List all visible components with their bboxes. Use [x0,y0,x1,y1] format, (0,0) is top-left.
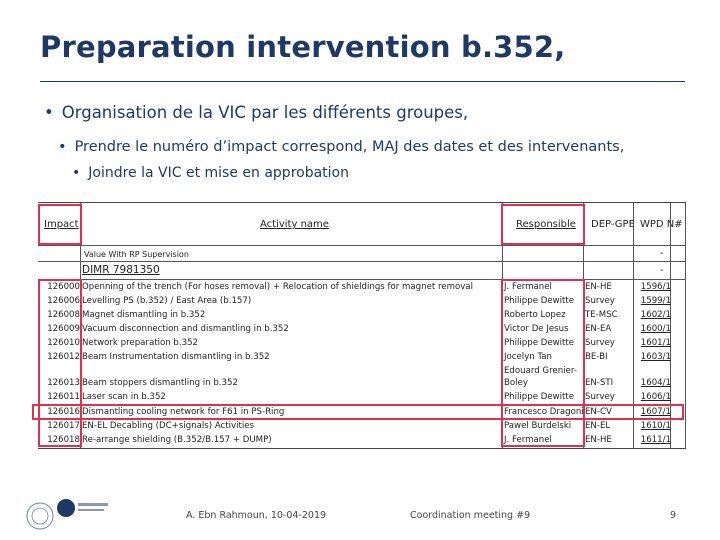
table-row [38,351,686,363]
rp-supervision-label: Value With RP Supervision [84,250,189,259]
responsible-name: Philippe Dewitte [504,296,575,306]
activity-name: Openning of the trench (For hoses removal) + Relocation of shieldings for magnet removal [82,282,473,292]
responsible-name-line2: Boley [504,378,528,388]
wpd-link[interactable]: 1606/1 [640,392,671,402]
impact-number: 126017 [47,421,80,431]
wpd-link[interactable]: 1604/1 [640,378,671,388]
dash-cell: - [660,248,664,259]
impact-number: 126012 [47,352,80,362]
wpd-link[interactable]: 1611/1 [640,435,671,445]
impact-number: 126011 [47,392,80,402]
dash-cell: - [660,265,664,276]
header-activity: Activity name [260,219,329,230]
group-code: Survey [585,296,615,306]
table-row [38,391,686,403]
footer-author: A. Ebn Rahmoun, 10-04-2019 [186,510,327,521]
wpd-link[interactable]: 1600/1 [640,324,671,334]
responsible-name: J. Fermanel [504,435,552,445]
slide-title: Preparation intervention b.352, [40,30,566,64]
table-row [38,323,686,335]
activity-name: Vacuum disconnection and dismantling in b.352 [82,324,289,334]
wpd-link[interactable]: 1601/1 [640,338,671,348]
table-row [38,420,686,432]
bullet-text-3: Joindre la VIC et mise en approbation [88,165,349,181]
row-divider [38,261,686,262]
group-code: EN-HE [585,435,612,445]
footer-meeting: Coordination meeting #9 [410,510,531,521]
impact-number: 126008 [47,310,80,320]
activity-name: Re-arrange shielding (B.352/B.157 + DUMP) [82,435,272,445]
responsible-name: Pawel Burdelski [504,421,572,431]
group-code: EN-CV [585,407,612,417]
header-responsible: Responsible [516,219,576,230]
header-impact: Impact [44,219,79,230]
bullet-text-2: Prendre le numéro d’impact correspond, MAJ des dates et des intervenants, [74,139,625,155]
activity-name: Levelling PS (b.352) / East Area (b.157) [82,296,252,306]
impact-number: 126010 [47,338,80,348]
header-group: DEP-GPE [591,219,635,230]
responsible-name: Philippe Dewitte [504,338,575,348]
impact-number: 126009 [47,324,80,334]
title-divider [40,81,685,82]
wpd-link[interactable]: 1610/1 [640,421,671,431]
wpd-link[interactable]: 1607/1 [640,407,671,417]
page-number: 9 [670,510,677,521]
table-row [38,337,686,349]
table-row [38,309,686,321]
responsible-name: Victor De Jesus [504,324,569,334]
impact-number: 126013 [47,378,80,388]
table-row [38,434,686,446]
responsible-name: Francesco Dragoni [504,407,584,417]
activity-name: EN-EL Decabling (DC+signals) Activities [82,421,255,431]
bullet-icon: • [44,103,54,122]
group-code: EN-EA [585,324,612,334]
activity-name: Laser scan in b.352 [82,392,166,402]
impact-number: 126000 [47,282,80,292]
table-row [38,295,686,307]
highlight-row-126016 [32,404,684,420]
highlight-impact-column [38,279,82,447]
header-wpd: WPD N# [640,219,683,230]
activity-name: Beam stoppers dismantling in b.352 [82,378,238,388]
responsible-name: Jocelyn Tan [504,352,552,362]
responsible-name-line1: Edouard Grenier- [504,366,577,376]
impact-number: 126006 [47,296,80,306]
activity-name: Network preparation b.352 [82,338,199,348]
highlight-responsible-column [501,279,585,447]
bullet-level-3 [72,165,349,181]
impact-table [38,202,686,449]
highlight-responsible-header [501,204,585,245]
highlight-impact-header [38,204,82,245]
bullet-text-1: Organisation de la VIC par les différents groupes, [61,103,469,122]
wpd-link[interactable]: 1596/1 [640,282,671,292]
table-row [38,365,686,389]
group-code: Survey [585,338,615,348]
row-divider [38,245,686,246]
bullet-icon: • [58,139,67,155]
group-code: EN-HE [585,282,612,292]
activity-name: Beam Instrumentation dismantling in b.352 [82,352,270,362]
responsible-name: Philippe Dewitte [504,392,575,402]
wpd-link[interactable]: 1603/1 [640,352,671,362]
table-row [38,281,686,293]
cern-en-logo [22,494,112,534]
impact-number: 126018 [47,435,80,445]
bullet-level-1 [44,103,468,122]
activity-name: Magnet dismantling in b.352 [82,310,206,320]
responsible-name: Roberto Lopez [504,310,566,320]
group-code: BE-BI [585,352,608,362]
impact-number: 126016 [47,407,80,417]
group-code: TE-MSC [585,310,618,320]
wpd-link[interactable]: 1599/1 [640,296,671,306]
bullet-level-2 [58,139,624,155]
responsible-name: J. Fermanel [504,282,552,292]
group-code: Survey [585,392,615,402]
wpd-link[interactable]: 1602/1 [640,310,671,320]
group-code: EN-STI [585,378,614,388]
bullet-icon: • [72,165,81,181]
row-divider [38,279,686,280]
activity-name: Dismantling cooling network for F61 in PS-Ring [82,407,285,417]
group-code: EN-EL [585,421,611,431]
dimr-reference: DIMR 7981350 [82,264,160,276]
